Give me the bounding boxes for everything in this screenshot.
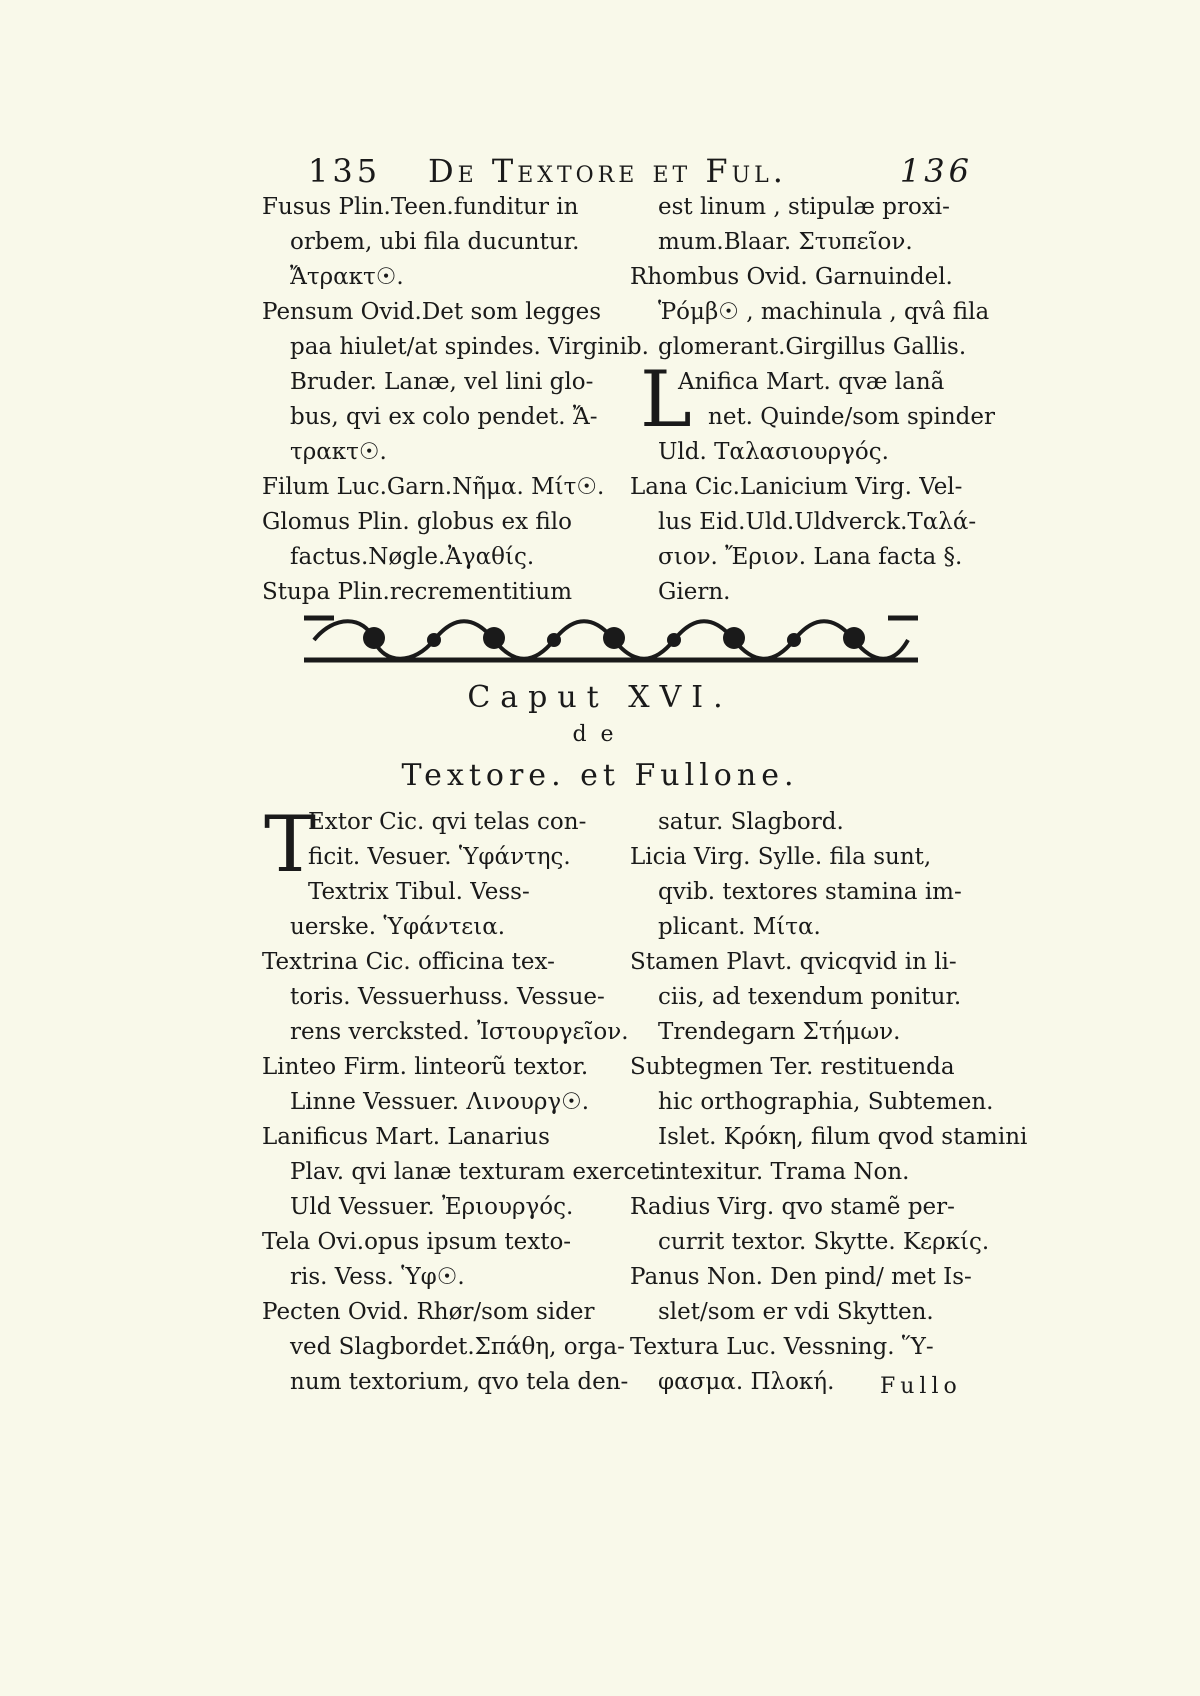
page-title: De Textore et Ful.: [428, 152, 787, 190]
text-line: Uld Vessuer. Ἐριουργός.: [290, 1194, 574, 1220]
text-line: est linum , stipulæ proxi-: [658, 194, 950, 220]
text-line: τρακτ☉.: [290, 439, 387, 465]
text-line: Lanificus Mart. Lanarius: [262, 1124, 550, 1150]
text-line: Pecten Ovid. Rhør/som sider: [262, 1299, 595, 1325]
text-line: orbem, ubi fila ducuntur.: [290, 229, 580, 255]
text-line: ficit. Vesuer. Ὑφάντης.: [308, 844, 571, 870]
catchword: Fullo: [880, 1374, 962, 1399]
text-line: currit textor. Skytte. Κερκίς.: [658, 1229, 990, 1255]
text-line: Radius Virg. qvo stamẽ per-: [630, 1194, 955, 1220]
text-line: ved Slagbordet.Σπάθη, orga-: [290, 1334, 625, 1360]
text-line: Stamen Plavt. qvicqvid in li-: [630, 949, 957, 975]
text-line: Ῥόμβ☉ , machinula , qvâ fila: [658, 299, 990, 325]
text-line: Islet. Κρόκη, filum qvod staminі: [658, 1124, 1028, 1150]
text-line: Textrina Cic. officina tex-: [262, 949, 555, 975]
text-line: Trendegarn Στήμων.: [658, 1019, 901, 1045]
text-line: toris. Vessuerhuss. Vessue-: [290, 984, 605, 1010]
text-line: qvib. textores stamina im-: [658, 879, 962, 905]
text-line: Fusus Plin.Teen.funditur in: [262, 194, 579, 220]
text-line: rens vercksted. Ἰστουργεῖον.: [290, 1019, 629, 1045]
text-line: Linteo Firm. linteorũ textor.: [262, 1054, 589, 1080]
text-line: intexitur. Trama Non.: [658, 1159, 910, 1185]
bottom-right-column: [630, 805, 1028, 1400]
text-line: Filum Luc.Garn.Νῆμα. Μίτ☉.: [262, 474, 605, 500]
text-line: Rhombus Ovid. Garnuindel.: [630, 264, 953, 290]
text-line: Stupa Plin.recrementitium: [262, 579, 573, 605]
text-line: Linne Vessuer. Λινουργ☉.: [290, 1089, 590, 1115]
text-line: φασμα. Πλοκή.: [658, 1369, 835, 1395]
text-line: Ἄτρακτ☉.: [290, 264, 404, 290]
text-line: Lana Cic.Lanicium Virg. Vel-: [630, 474, 963, 500]
text-line: plicant. Μίτα.: [658, 914, 821, 940]
text-line: hic orthographia, Subtemen.: [658, 1089, 994, 1115]
text-line: mum.Blaar. Στυπεῖον.: [658, 229, 913, 255]
text-line: Tela Ovi.opus ipsum textο-: [262, 1229, 572, 1255]
text-line: σιον. Ἔριον. Lana facta §.: [658, 544, 963, 570]
text-line: Giern.: [658, 579, 731, 605]
text-line: Subtegmen Ter. restituenda: [630, 1054, 955, 1080]
text-line: net. Quinde/som spinder: [708, 404, 996, 430]
text-line: Pensum Ovid.Det som legges: [262, 299, 602, 325]
bottom-left-column: [262, 800, 667, 1400]
page-number-left: 135: [308, 152, 382, 190]
text-line: bus, qvi ex colo pendet. Ἄ-: [290, 404, 598, 430]
drop-cap: T: [264, 800, 317, 890]
text-line: ciis, ad texendum ponitur.: [658, 984, 962, 1010]
text-line: Textrix Tibul. Vess-: [308, 879, 530, 905]
text-line: slet/som er vdi Skytten.: [658, 1299, 934, 1325]
text-line: uerske. Ὑφάντεια.: [290, 914, 506, 940]
text-line: Extor Cic. qvi telas con-: [308, 809, 587, 835]
chapter-title: Textore. et Fullone.: [401, 758, 799, 793]
text-line: Panus Non. Den pind/ met Is-: [630, 1264, 972, 1290]
text-line: Glomus Plin. globus ex filo: [262, 509, 572, 535]
text-line: glomerant.Girgillus Gallis.: [658, 334, 967, 360]
text-line: Textura Luc. Vessning. Ὕ-: [630, 1334, 934, 1360]
text-line: Uld. Ταλασιουργός.: [658, 439, 889, 465]
chapter-heading: Caput XVI.: [467, 680, 733, 715]
text-line: Anifica Mart. qvæ lanã: [678, 369, 945, 395]
text-line: lus Eid.Uld.Uldverck.Ταλά-: [658, 509, 977, 535]
ornamental-border: [304, 610, 918, 668]
text-line: num textorium, qvo tela den-: [290, 1369, 629, 1395]
top-left-column: [262, 190, 649, 610]
text-line: Plav. qvi lanæ texturam exercet.: [290, 1159, 667, 1185]
page-number-right: 136: [899, 152, 973, 190]
text-line: Licia Virg. Sylle. fila sunt,: [630, 844, 932, 870]
drop-cap: L: [640, 355, 692, 445]
text-line: ris. Vess. Ὑφ☉.: [290, 1264, 465, 1290]
text-line: Bruder. Lanæ, vel lini glo-: [290, 369, 594, 395]
running-head: [308, 152, 973, 192]
text-line: satur. Slagbord.: [658, 809, 844, 835]
text-line: factus.Nøgle.Ἀγαθίς.: [290, 544, 535, 570]
text-line: paa hiulet/at spindes. Virginib.: [290, 334, 649, 360]
chapter-subheading: de: [572, 722, 628, 747]
